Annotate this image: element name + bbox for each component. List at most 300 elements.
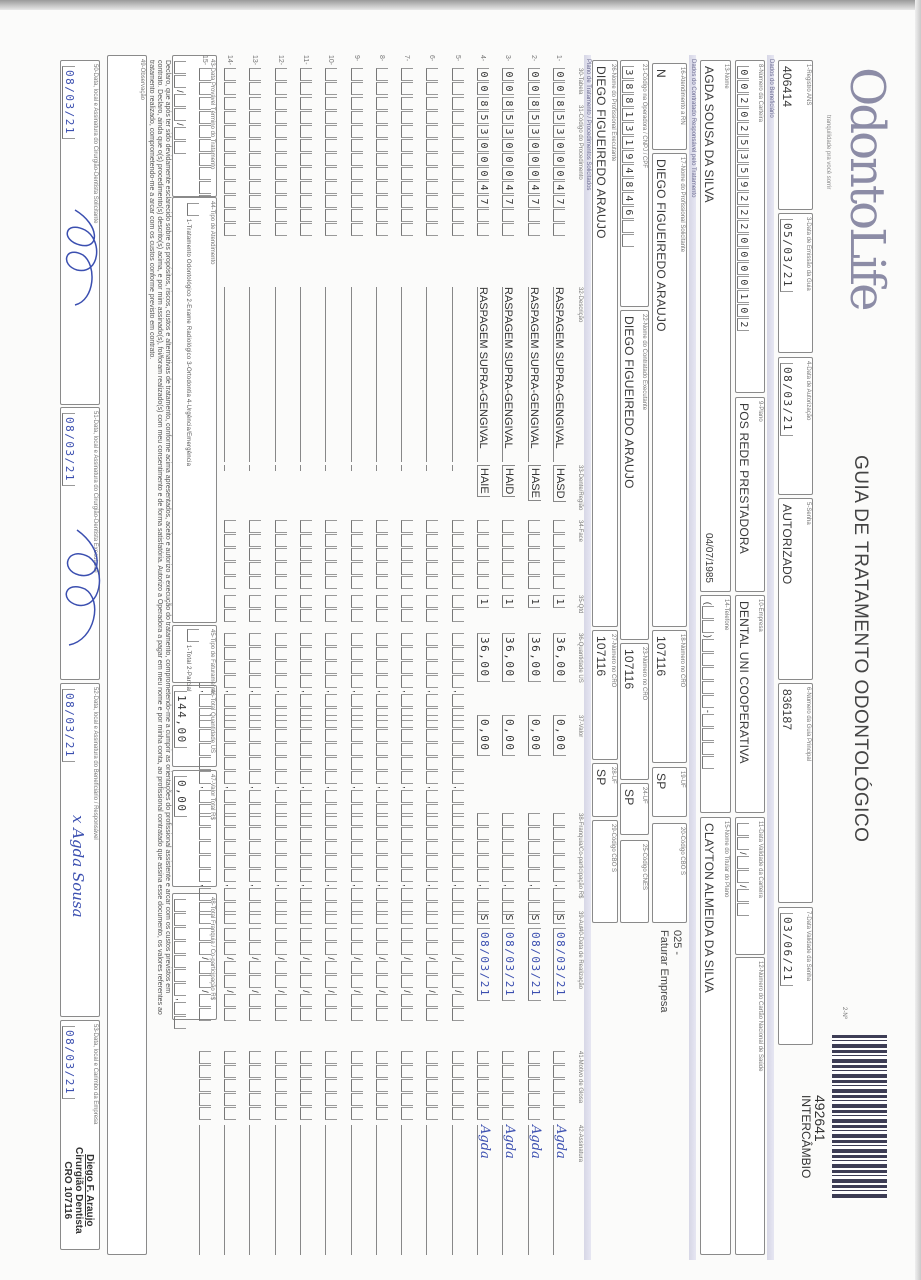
- cell-valor[interactable]: [224, 715, 236, 818]
- cell-data[interactable]: [351, 928, 363, 1022]
- cell-dente[interactable]: HAIE: [477, 465, 490, 497]
- digit-cell: [502, 223, 514, 236]
- cell-us[interactable]: [427, 633, 439, 722]
- cell-face[interactable]: [325, 520, 337, 590]
- field-value[interactable]: [174, 61, 186, 155]
- cell-aut[interactable]: [300, 911, 312, 925]
- digit-cell: [528, 1107, 540, 1120]
- cell-face[interactable]: [249, 520, 261, 590]
- field-value[interactable]: N: [654, 69, 668, 78]
- registro-ans-field[interactable]: [778, 60, 813, 210]
- table-row[interactable]: [325, 55, 343, 1260]
- cell-codigo[interactable]: [452, 97, 464, 237]
- digit-cell: [452, 181, 464, 194]
- field-value[interactable]: 107116: [654, 636, 668, 677]
- cell-aut[interactable]: [427, 911, 439, 925]
- cell-aut[interactable]: [502, 911, 514, 925]
- table-row[interactable]: [401, 55, 419, 1260]
- cell-franquia[interactable]: [427, 813, 439, 916]
- digit-cell: [427, 729, 439, 742]
- field-value[interactable]: 107116: [594, 636, 608, 677]
- checkbox[interactable]: [187, 203, 199, 216]
- cell-codigo[interactable]: [224, 97, 236, 237]
- data-emissao-field[interactable]: [778, 213, 813, 353]
- field-value[interactable]: 08/03/21: [62, 66, 75, 139]
- digit-cell: [224, 1065, 236, 1078]
- cell-franquia[interactable]: [325, 813, 337, 916]
- cell-glosa[interactable]: [401, 1051, 413, 1121]
- cell-data[interactable]: [376, 928, 388, 1022]
- digit-cell: 0: [553, 139, 565, 152]
- titular-field[interactable]: [700, 817, 731, 1255]
- carteira-field[interactable]: [735, 60, 765, 393]
- field-value[interactable]: 08/03/21: [62, 413, 75, 486]
- cell-data[interactable]: [249, 928, 261, 1022]
- field-value[interactable]: DIEGO FIGUEIREDO ARAUJO: [622, 316, 636, 489]
- field-value[interactable]: 144,00: [174, 691, 187, 748]
- plano-field[interactable]: [735, 397, 765, 592]
- cell-us[interactable]: [249, 633, 261, 722]
- field-value[interactable]: DIEGO FIGUEIREDO ARAUJO: [594, 66, 608, 239]
- cell-data[interactable]: [300, 928, 312, 1022]
- cell-franquia[interactable]: [249, 813, 261, 916]
- contratado-executante-field[interactable]: [620, 310, 649, 640]
- digit-cell: [325, 562, 337, 575]
- cell-us[interactable]: [401, 633, 413, 722]
- cell-franquia[interactable]: [502, 813, 514, 916]
- cell-face[interactable]: [528, 520, 540, 590]
- uf-contratado-field[interactable]: [620, 783, 649, 835]
- digit-cell: [427, 975, 439, 988]
- cell-face[interactable]: [502, 520, 514, 590]
- cell-aut[interactable]: [401, 911, 413, 925]
- profissional-solicitante-field[interactable]: [652, 153, 687, 627]
- cell-glosa[interactable]: [553, 1051, 565, 1121]
- cell-valor[interactable]: 0,00: [528, 715, 541, 756]
- separator: /: [225, 957, 236, 960]
- digit-cell: [401, 1008, 413, 1021]
- field-value[interactable]: AUTORIZADO: [780, 504, 794, 585]
- cell-us[interactable]: [376, 633, 388, 722]
- table-row[interactable]: [224, 55, 242, 1260]
- cnes-field[interactable]: [620, 840, 649, 923]
- table-row[interactable]: [376, 55, 394, 1260]
- cell-valor[interactable]: [300, 715, 312, 818]
- digit-cell: [174, 983, 186, 996]
- cell-qtd[interactable]: [502, 595, 514, 609]
- profissional-executante-field[interactable]: [592, 60, 618, 627]
- cell-glosa[interactable]: [351, 1051, 363, 1121]
- checkbox-cell[interactable]: [181, 629, 199, 692]
- cell-qtd[interactable]: [376, 595, 388, 623]
- table-row[interactable]: [477, 55, 495, 1260]
- cell-dente[interactable]: [224, 465, 225, 471]
- field-value[interactable]: AGDA SOUSA DA SILVA: [702, 66, 716, 203]
- cell-face[interactable]: [275, 520, 287, 590]
- cell-dente[interactable]: [427, 465, 428, 471]
- cell-franquia[interactable]: [528, 813, 540, 916]
- cell-tabela[interactable]: [401, 68, 413, 96]
- digit-cell: 2: [737, 206, 749, 219]
- cell-assinatura: Agda: [502, 1125, 518, 1159]
- digit-cell: [452, 694, 464, 707]
- senha-field[interactable]: [778, 498, 813, 680]
- cell-qtd[interactable]: [351, 595, 363, 623]
- cell-glosa[interactable]: [224, 1051, 236, 1121]
- cell-codigo[interactable]: [275, 97, 287, 237]
- data-autorizacao-field[interactable]: [778, 357, 813, 495]
- field-value[interactable]: [174, 899, 186, 1030]
- field-value[interactable]: [737, 823, 749, 917]
- cell-glosa[interactable]: [325, 1051, 337, 1121]
- cell-valor[interactable]: 0,00: [553, 715, 566, 756]
- cell-aut[interactable]: [275, 911, 287, 925]
- cell-franquia[interactable]: [401, 813, 413, 916]
- cell-qtd[interactable]: [452, 595, 464, 623]
- cell-franquia[interactable]: [553, 813, 565, 916]
- cell-aut[interactable]: [325, 911, 337, 925]
- cns-field[interactable]: [735, 957, 765, 1255]
- cell-dente[interactable]: [300, 465, 301, 471]
- uf-executante-field[interactable]: [592, 763, 618, 817]
- cell-tabela[interactable]: [249, 68, 261, 96]
- cell-aut[interactable]: [224, 911, 236, 925]
- cell-tabela[interactable]: [199, 68, 211, 96]
- cell-face[interactable]: [300, 520, 312, 590]
- cell-us[interactable]: [351, 633, 363, 722]
- cell-valor[interactable]: [427, 715, 439, 818]
- cell-us[interactable]: [452, 633, 464, 722]
- cell-dente[interactable]: [325, 465, 326, 471]
- field-value[interactable]: 0,00: [174, 776, 187, 817]
- digit-cell: [553, 1065, 565, 1078]
- cell-qtd[interactable]: [427, 595, 439, 623]
- cell-codigo[interactable]: [502, 97, 514, 237]
- digit-cell: [401, 647, 413, 660]
- cell-tabela[interactable]: [553, 68, 565, 96]
- table-row[interactable]: [351, 55, 369, 1260]
- cell-qtd[interactable]: [325, 595, 337, 623]
- cell-dente[interactable]: HASD: [553, 465, 566, 502]
- cell-us[interactable]: [300, 633, 312, 722]
- cell-aut[interactable]: [376, 911, 388, 925]
- cell-qtd[interactable]: [553, 595, 565, 609]
- digit-cell: [249, 520, 261, 533]
- field-value[interactable]: 05/03/21: [780, 219, 793, 292]
- field-value[interactable]: SP: [622, 789, 636, 806]
- digit-cell: [427, 195, 439, 208]
- cell-glosa[interactable]: [452, 1051, 464, 1121]
- tipo-faturamento-field[interactable]: [172, 625, 217, 694]
- cell-dente[interactable]: [401, 465, 402, 471]
- cell-descricao[interactable]: RASPAGEM SUPRA-GENGIVAL: [502, 287, 515, 449]
- cell-glosa[interactable]: [275, 1051, 287, 1121]
- row-number: 11-: [302, 55, 309, 65]
- cell-codigo[interactable]: [300, 97, 312, 237]
- cell-aut[interactable]: [351, 911, 363, 925]
- underline: [553, 287, 554, 462]
- cell-valor[interactable]: 0,00: [477, 715, 490, 756]
- field-value[interactable]: [622, 66, 634, 248]
- cell-valor[interactable]: [351, 715, 363, 818]
- checkbox[interactable]: [187, 629, 199, 642]
- cell-valor[interactable]: [401, 715, 413, 818]
- field-value[interactable]: 836187: [780, 689, 794, 731]
- cell-face[interactable]: [553, 520, 565, 590]
- field-value[interactable]: 08/03/21: [780, 363, 793, 436]
- cell-valor[interactable]: [275, 715, 287, 818]
- cell-data[interactable]: [275, 928, 287, 1022]
- digit-cell: [199, 82, 211, 95]
- digit-cell: 2: [737, 122, 749, 135]
- cell-glosa[interactable]: [502, 1051, 514, 1121]
- table-row[interactable]: [528, 55, 546, 1260]
- cell-aut[interactable]: [249, 911, 261, 925]
- cell-valor[interactable]: [249, 715, 261, 818]
- cell-data[interactable]: [325, 928, 337, 1022]
- field-value[interactable]: 107116: [622, 649, 636, 690]
- cell-glosa[interactable]: [376, 1051, 388, 1121]
- cell-aut[interactable]: [199, 911, 211, 925]
- cell-qtd[interactable]: [275, 595, 287, 623]
- digit-cell: [249, 743, 261, 756]
- rn-field[interactable]: [652, 63, 687, 150]
- checkbox-cell[interactable]: [181, 203, 199, 466]
- table-row[interactable]: [275, 55, 293, 1260]
- cro-contratado-field[interactable]: [620, 643, 649, 780]
- cell-valor[interactable]: [199, 715, 211, 818]
- cell-qtd[interactable]: [477, 595, 489, 609]
- cell-dente[interactable]: HASE: [528, 465, 541, 501]
- cell-tabela[interactable]: [376, 68, 388, 96]
- cell-us[interactable]: [275, 633, 287, 722]
- cell-dente[interactable]: [351, 465, 352, 471]
- cell-franquia[interactable]: [351, 813, 363, 916]
- cell-codigo[interactable]: [249, 97, 261, 237]
- cell-franquia[interactable]: [477, 813, 489, 916]
- field-value[interactable]: SP: [654, 773, 668, 790]
- cell-data[interactable]: 08/03/21: [553, 928, 566, 1001]
- cell-glosa[interactable]: [427, 1051, 439, 1121]
- cell-data[interactable]: [427, 928, 439, 1022]
- table-row[interactable]: [300, 55, 318, 1260]
- cell-tabela[interactable]: [528, 68, 540, 96]
- cell-face[interactable]: [351, 520, 363, 590]
- cell-glosa[interactable]: [199, 1051, 211, 1121]
- cell-descricao[interactable]: RASPAGEM SUPRA-GENGIVAL: [527, 287, 540, 449]
- digit-cell: [376, 911, 388, 924]
- cell-data[interactable]: 08/03/21: [528, 928, 541, 1001]
- cbo-solicitante-field[interactable]: [652, 823, 687, 923]
- validade-senha-field[interactable]: [778, 907, 813, 1045]
- cell-us[interactable]: [224, 633, 236, 722]
- cell-face[interactable]: [427, 520, 439, 590]
- cell-us[interactable]: 36,00: [553, 633, 566, 682]
- table-row[interactable]: [249, 55, 267, 1260]
- cell-tabela[interactable]: [300, 68, 312, 96]
- cell-tabela[interactable]: [275, 68, 287, 96]
- field-value[interactable]: SP: [594, 769, 608, 786]
- cell-tabela[interactable]: [452, 68, 464, 96]
- digit-cell: [249, 813, 261, 826]
- digit-cell: [376, 694, 388, 707]
- digit-cell: [427, 82, 439, 95]
- cell-tabela[interactable]: [325, 68, 337, 96]
- cell-dente[interactable]: HAID: [502, 465, 515, 497]
- cell-valor[interactable]: [452, 715, 464, 818]
- separator: /: [402, 990, 413, 993]
- digit-cell: [325, 827, 337, 840]
- cell-tabela[interactable]: [477, 68, 489, 96]
- cell-franquia[interactable]: [199, 813, 211, 916]
- cell-face[interactable]: [477, 520, 489, 590]
- cell-qtd[interactable]: [224, 595, 236, 623]
- cell-aut[interactable]: [553, 911, 565, 925]
- table-row[interactable]: [502, 55, 520, 1260]
- cell-codigo[interactable]: [401, 97, 413, 237]
- cell-franquia[interactable]: [452, 813, 464, 916]
- cell-dente[interactable]: [249, 465, 250, 471]
- separator: ): [703, 634, 713, 639]
- separator: ,: [225, 690, 236, 693]
- digit-cell: [376, 548, 388, 561]
- cell-tabela[interactable]: [224, 68, 236, 96]
- cell-qtd[interactable]: [249, 595, 261, 623]
- cell-glosa[interactable]: [300, 1051, 312, 1121]
- cell-franquia[interactable]: [275, 813, 287, 916]
- digit-cell: [427, 520, 439, 533]
- digit-cell: 5: [502, 111, 514, 124]
- cell-codigo[interactable]: [553, 97, 565, 237]
- cell-qtd[interactable]: [528, 595, 540, 609]
- cell-data[interactable]: [401, 928, 413, 1022]
- cell-dente[interactable]: [275, 465, 276, 471]
- validade-carteira-field[interactable]: [735, 817, 765, 955]
- field-value[interactable]: POS REDE PRESTADORA: [737, 403, 751, 554]
- field-value[interactable]: [702, 601, 714, 770]
- cell-qtd[interactable]: [300, 595, 312, 623]
- cell-face[interactable]: [224, 520, 236, 590]
- cell-valor[interactable]: [325, 715, 337, 818]
- cell-face[interactable]: [376, 520, 388, 590]
- cell-codigo[interactable]: [477, 97, 489, 237]
- cell-us[interactable]: 36,00: [528, 633, 541, 682]
- cell-descricao[interactable]: RASPAGEM SUPRA-GENGIVAL: [477, 287, 490, 449]
- field-label: 43-Data Provável Término do Tratamento: [209, 59, 215, 170]
- cro-solicitante-field[interactable]: [652, 630, 687, 763]
- cell-dente[interactable]: [452, 465, 453, 471]
- separator: ,: [175, 998, 185, 1001]
- digit-cell: [199, 125, 211, 138]
- digit-cell: [401, 975, 413, 988]
- cbo-executante-field[interactable]: [592, 820, 618, 923]
- telefone-field[interactable]: [700, 595, 731, 813]
- digit-cell: [427, 562, 439, 575]
- cell-glosa[interactable]: [477, 1051, 489, 1121]
- cell-data[interactable]: [224, 928, 236, 1022]
- cell-aut[interactable]: [477, 911, 489, 925]
- field-label: 17-Nome do Profissional Solicitante: [679, 157, 685, 253]
- digit-cell: [351, 125, 363, 138]
- field-value[interactable]: 03/06/21: [780, 913, 793, 986]
- cell-codigo[interactable]: [376, 97, 388, 237]
- digit-cell: [502, 813, 514, 826]
- cell-aut[interactable]: [452, 911, 464, 925]
- cell-qtd[interactable]: [401, 595, 413, 623]
- digit-cell: [174, 94, 186, 107]
- cell-franquia[interactable]: [300, 813, 312, 916]
- separator: ,: [351, 690, 362, 693]
- cell-data[interactable]: 08/03/21: [502, 928, 515, 1001]
- cell-dente[interactable]: [376, 465, 377, 471]
- cell-glosa[interactable]: [249, 1051, 261, 1121]
- field-value[interactable]: DENTAL UNI COOPERATIVA: [737, 601, 751, 764]
- cell-glosa[interactable]: [528, 1051, 540, 1121]
- digit-cell: [553, 1051, 565, 1064]
- guia-principal-field[interactable]: [778, 683, 813, 903]
- cell-tabela[interactable]: [502, 68, 514, 96]
- cell-aut[interactable]: [528, 911, 540, 925]
- cell-us[interactable]: 36,00: [502, 633, 515, 682]
- cell-codigo[interactable]: [427, 97, 439, 237]
- digit-cell: [275, 888, 287, 901]
- cell-franquia[interactable]: [376, 813, 388, 916]
- field-value[interactable]: CLAYTON ALMEIDA DA SILVA: [702, 823, 716, 993]
- digit-cell: [224, 209, 236, 222]
- digit-cell: 9: [622, 150, 634, 163]
- cell-tabela[interactable]: [351, 68, 363, 96]
- cell-us[interactable]: [325, 633, 337, 722]
- cell-codigo[interactable]: [528, 97, 540, 237]
- cell-us[interactable]: 36,00: [477, 633, 490, 682]
- signature-line: [275, 1125, 276, 1255]
- nome-field[interactable]: [700, 60, 731, 592]
- cell-franquia[interactable]: [224, 813, 236, 916]
- digit-cell: [553, 869, 565, 882]
- table-row[interactable]: [452, 55, 470, 1260]
- table-row[interactable]: [553, 55, 571, 1260]
- cell-codigo[interactable]: [351, 97, 363, 237]
- cro-executante-field[interactable]: [592, 630, 618, 760]
- cell-codigo[interactable]: [325, 97, 337, 237]
- cell-data[interactable]: 08/03/21: [477, 928, 490, 1001]
- digit-cell: 2: [737, 94, 749, 107]
- cnpj-field[interactable]: [620, 60, 649, 307]
- cell-valor[interactable]: [376, 715, 388, 818]
- field-value[interactable]: 08/03/21: [62, 1026, 75, 1099]
- digit-cell: [199, 694, 211, 707]
- observacao-field[interactable]: [107, 55, 147, 1255]
- uf-solicitante-field[interactable]: [652, 767, 687, 817]
- field-value[interactable]: DIEGO FIGUEIREDO ARAUJO: [654, 159, 668, 332]
- cell-descricao[interactable]: RASPAGEM SUPRA-GENGIVAL: [553, 287, 565, 449]
- cell-valor[interactable]: 0,00: [502, 715, 515, 756]
- field-value[interactable]: 08/03/21: [62, 689, 75, 762]
- separator: -: [703, 709, 713, 714]
- cell-tabela[interactable]: [427, 68, 439, 96]
- field-value[interactable]: 406414: [780, 66, 794, 108]
- cell-data[interactable]: [199, 928, 211, 1022]
- cell-face[interactable]: [401, 520, 413, 590]
- field-value[interactable]: [737, 66, 749, 332]
- cell-face[interactable]: [452, 520, 464, 590]
- empresa-field[interactable]: [735, 595, 765, 813]
- table-row[interactable]: [427, 55, 445, 1260]
- digit-cell: [174, 108, 186, 121]
- digit-cell: [427, 911, 439, 924]
- cell-data[interactable]: [452, 928, 464, 1022]
- tipo-atendimento-field[interactable]: [172, 197, 217, 623]
